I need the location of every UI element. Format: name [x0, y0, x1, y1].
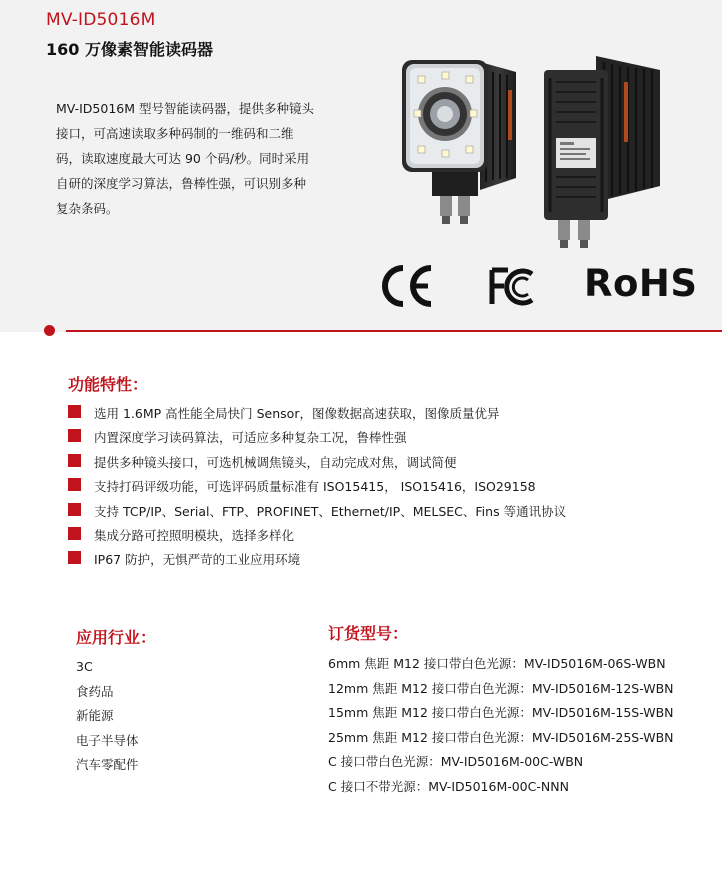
- feature-item: 提供多种镜头接口，可选机械调焦镜头，自动完成对焦，调试简便: [68, 452, 566, 476]
- square-bullet-icon: [68, 478, 81, 491]
- order-item: 15mm 焦距 M12 接口带白色光源：MV-ID5016M-15S-WBN: [328, 705, 674, 720]
- product-subtitle: 160 万像素智能读码器: [46, 40, 213, 59]
- order-item: 12mm 焦距 M12 接口带白色光源：MV-ID5016M-12S-WBN: [328, 680, 674, 696]
- rohs-mark-logo: RoHS: [584, 262, 698, 305]
- order-item: 25mm 焦距 M12 接口带白色光源：MV-ID5016M-25S-WBN: [328, 729, 674, 745]
- industry-item: 汽车零配件: [76, 757, 139, 772]
- feature-item: 选用 1.6MP 高性能全局快门 Sensor，图像数据高速获取，图像质量优异: [68, 403, 566, 427]
- ce-mark-logo: [380, 262, 436, 310]
- industry-item: 电子半导体: [76, 732, 139, 748]
- feature-item: 集成分路可控照明模块，选择多样化: [68, 525, 566, 549]
- order-item: C 接口带白色光源：MV-ID5016M-00C-WBN: [328, 754, 584, 769]
- square-bullet-icon: [68, 503, 81, 516]
- features-list: [68, 403, 566, 574]
- features-heading: 功能特性：: [68, 375, 149, 394]
- camera-front-image: [392, 50, 522, 230]
- order-item: 6mm 焦距 M12 接口带白色光源：MV-ID5016M-06S-WBN: [328, 656, 666, 671]
- divider-dot: [44, 325, 55, 336]
- industries-list: [76, 656, 139, 779]
- industries-heading: 应用行业：: [76, 628, 157, 647]
- ordering-list: [328, 653, 674, 800]
- feature-item: 支持 TCP/IP、Serial、FTP、PROFINET、Ethernet/IP、MELSEC、Fins 等通讯协议: [68, 501, 566, 525]
- square-bullet-icon: [68, 405, 81, 418]
- square-bullet-icon: [68, 429, 81, 442]
- camera-back-image: [536, 52, 662, 252]
- product-description: MV-ID5016M 型号智能读码器，提供多种镜头接口，可高速读取多种码制的一维码和二维码，读取速度最大可达 90 个码/秒。同时采用自研的深度学习算法，鲁棒性强，可识别多种复杂条码。: [56, 101, 314, 216]
- square-bullet-icon: [68, 551, 81, 564]
- feature-item: 内置深度学习读码算法，可适应多种复杂工况，鲁棒性强: [68, 427, 566, 451]
- product-model: MV-ID5016M: [46, 10, 156, 30]
- industry-item: 3C: [76, 659, 93, 674]
- ordering-heading: 订货型号：: [328, 624, 409, 643]
- industry-item: 食药品: [76, 683, 114, 699]
- square-bullet-icon: [68, 454, 81, 467]
- feature-item: IP67 防护，无惧严苛的工业应用环境: [68, 549, 566, 573]
- square-bullet-icon: [68, 527, 81, 540]
- divider-line: [66, 330, 722, 332]
- fcc-mark-logo: [488, 266, 536, 308]
- industry-item: 新能源: [76, 708, 114, 723]
- order-item: C 接口不带光源：MV-ID5016M-00C-NNN: [328, 778, 569, 794]
- feature-item: 支持打码评级功能，可选评码质量标准有 ISO15415， ISO15416，ISO29158: [68, 476, 566, 500]
